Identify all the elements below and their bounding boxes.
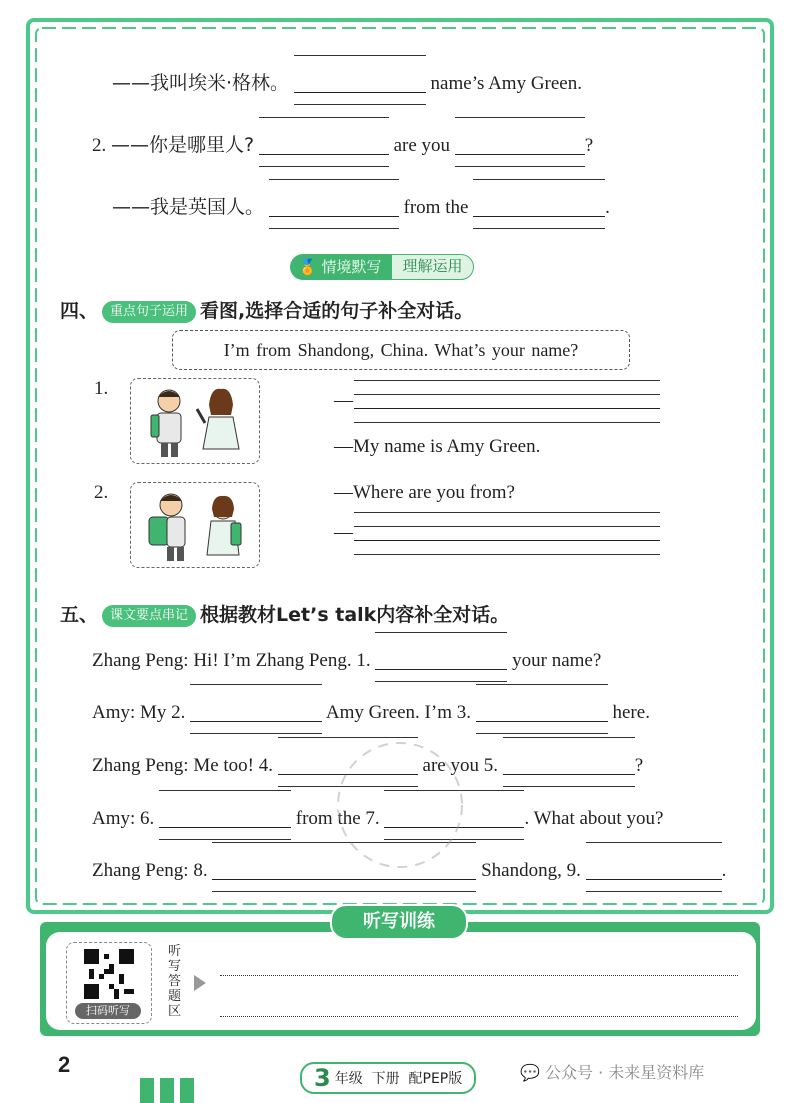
writing-line[interactable] <box>354 394 660 395</box>
section5-pill: 课文要点串记 <box>102 605 196 627</box>
scan-label: 扫码听写 <box>75 1003 141 1019</box>
picture-boy-girl-greeting <box>130 378 260 464</box>
section4-pill: 重点句子运用 <box>102 301 196 323</box>
answer-blank[interactable] <box>294 73 426 95</box>
section-banner <box>290 254 474 280</box>
writing-line[interactable] <box>354 422 660 423</box>
qr-card[interactable] <box>66 942 152 1024</box>
s5-l3a: Zhang Peng: Me too! 4. <box>92 755 274 776</box>
dictation-line-2[interactable] <box>220 1016 738 1017</box>
s5-l2b: Amy Green. I’m 3. <box>325 702 471 723</box>
item2-num: 2. <box>94 482 109 503</box>
item1-num: 1. <box>94 378 109 399</box>
s3-line2-end: ? <box>584 135 594 156</box>
answer-blank-2[interactable] <box>190 702 322 724</box>
item2-dash: — <box>334 522 353 543</box>
answer-blank[interactable] <box>269 197 399 219</box>
answer-blank[interactable] <box>259 135 389 157</box>
grade-badge <box>300 1062 476 1094</box>
answer-area-label: 听写答题区 <box>168 944 182 1019</box>
item2-question: —Where are you from? <box>334 482 515 503</box>
banner-left <box>290 254 391 280</box>
s3-line3 <box>112 196 610 219</box>
footer-bar <box>160 1078 174 1103</box>
s5-line2 <box>92 702 650 724</box>
listening-title: 听写训练 <box>330 904 468 940</box>
watermark-stamp <box>316 730 484 880</box>
section4-instruction: 看图,选择合适的句子补全对话。 <box>200 300 474 322</box>
s3-line1-cn: ——我叫埃米·格林。 <box>112 72 290 94</box>
s3-line2-num: 2. <box>92 135 107 156</box>
s5-l4a: Amy: 6. <box>92 808 155 829</box>
edition-text: 配PEP版 <box>408 1071 463 1087</box>
s3-line1 <box>112 72 582 95</box>
s3-line2 <box>92 134 593 157</box>
s5-l5c: . <box>721 860 727 881</box>
s3-line2-cn: ——你是哪里人? <box>111 134 255 156</box>
volume-text: 下册 <box>371 1071 400 1087</box>
page-number: 2 <box>58 1052 71 1077</box>
qr-code-icon <box>84 949 134 999</box>
watermark-text <box>520 1060 704 1083</box>
dictation-line-1[interactable] <box>220 975 738 976</box>
footer-bar <box>140 1078 154 1103</box>
section5-instruction: 根据教材Let’s talk内容补全对话。 <box>200 604 510 626</box>
grade-text: 年级 <box>334 1071 363 1087</box>
kids-illustration-2 <box>131 483 259 567</box>
s3-line3-cn: ——我是英国人。 <box>112 196 265 218</box>
kids-illustration <box>131 379 259 463</box>
s3-line3-end: . <box>605 197 610 218</box>
banner-right: 理解运用 <box>391 254 473 280</box>
sentence-options-box: I’m from Shandong, China. What’s your name? <box>172 330 630 370</box>
writing-line[interactable] <box>354 554 660 555</box>
answer-blank-6[interactable] <box>159 808 291 830</box>
grade-number: 3 <box>314 1064 331 1092</box>
banner-left-text: 情境默写 <box>321 258 382 276</box>
item1-dash: — <box>334 390 353 411</box>
s5-l1b: your name? <box>512 650 602 671</box>
writing-line[interactable] <box>354 526 660 527</box>
triangle-arrow-icon <box>194 975 206 991</box>
writing-line[interactable] <box>354 540 660 541</box>
s5-l4c: . What about you? <box>524 808 664 829</box>
section5-heading <box>60 602 509 628</box>
answer-blank-1[interactable] <box>375 650 507 672</box>
s5-l4b: from the 7. <box>295 808 380 829</box>
s5-line1 <box>92 650 601 672</box>
answer-blank[interactable] <box>473 197 605 219</box>
medal-icon: 🏅 <box>298 258 317 276</box>
s3-line2-en: are you <box>393 135 451 156</box>
section4-num: 四、 <box>60 300 99 322</box>
s5-l3c: ? <box>634 755 644 776</box>
item1-answer: —My name is Amy Green. <box>334 436 541 457</box>
footer-bar <box>180 1078 194 1103</box>
answer-blank-9[interactable] <box>586 860 722 882</box>
answer-blank-3[interactable] <box>476 702 608 724</box>
wechat-icon: 💬 <box>520 1063 540 1082</box>
section4-heading <box>60 298 473 324</box>
s5-l2c: here. <box>612 702 650 723</box>
s3-line3-en: from the <box>403 197 469 218</box>
answer-blank-5[interactable] <box>503 755 635 777</box>
writing-line[interactable] <box>354 512 660 513</box>
picture-boy-girl-talking <box>130 482 260 568</box>
answer-blank[interactable] <box>455 135 585 157</box>
s3-line1-en: name’s Amy Green. <box>430 73 582 94</box>
s5-l5a: Zhang Peng: 8. <box>92 860 208 881</box>
s5-l3b: are you 5. <box>422 755 498 776</box>
watermark-label: 公众号 · 未来星资料库 <box>545 1063 705 1082</box>
section5-num: 五、 <box>60 604 99 626</box>
s5-l1a: Zhang Peng: Hi! I’m Zhang Peng. 1. <box>92 650 371 671</box>
writing-line[interactable] <box>354 380 660 381</box>
s5-l2a: Amy: My 2. <box>92 702 186 723</box>
s5-l5b: Shandong, 9. <box>481 860 581 881</box>
writing-line[interactable] <box>354 408 660 409</box>
